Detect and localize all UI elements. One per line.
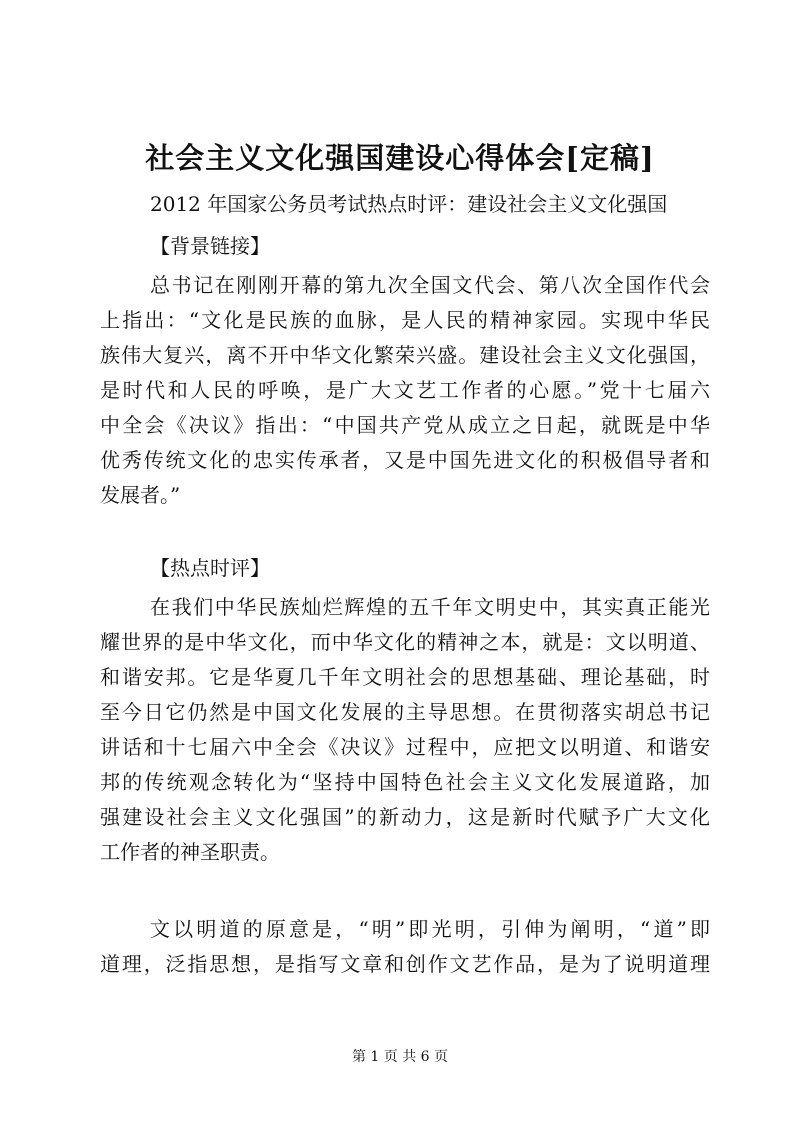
document-title: 社会主义文化强国建设心得体会[定稿] [145,141,655,175]
section-heading-background: 【背景链接】 [150,234,270,258]
paragraph-line: 邦的传统观念转化为“坚持中国特色社会主义文化发展道路，加 [100,770,710,794]
paragraph-line: 和谐安邦。它是华夏几千年文明社会的思想基础、理论基础，时 [100,665,710,689]
paragraph-commentary [100,590,710,870]
paragraph-line: 强建设社会主义文化强国”的新动力，这是新时代赋予广大文化 [100,805,710,829]
paragraph-line: 耀世界的是中华文化，而中华文化的精神之本，就是：文以明道、 [100,630,710,654]
paragraph-line: 发展者。” [100,483,181,507]
paragraph-background [100,268,710,513]
paragraph-line: 工作者的神圣职责。 [100,840,280,864]
paragraph-line: 文以明道的原意是，“明”即光明，引伸为阐明，“道”即 [150,917,710,941]
paragraph-line: 在我们中华民族灿烂辉煌的五千年文明史中，其实真正能光 [150,595,710,619]
paragraph-line: 上指出：“文化是民族的血脉，是人民的精神家园。实现中华民 [100,308,710,332]
paragraph-line: 至今日它仍然是中国文化发展的主导思想。在贯彻落实胡总书记 [100,700,710,724]
paragraph-line: 中全会《决议》指出：“中国共产党从成立之日起，就既是中华 [100,413,710,437]
paragraph-line: 优秀传统文化的忠实传承者，又是中国先进文化的积极倡导者和 [100,448,710,472]
paragraph-line: 讲话和十七届六中全会《决议》过程中，应把文以明道、和谐安 [100,735,710,759]
paragraph-line: 族伟大复兴，离不开中华文化繁荣兴盛。建设社会主义文化强国， [100,343,710,367]
paragraph-line: 道理，泛指思想，是指写文章和创作文艺作品，是为了说明道理 [100,952,710,976]
page-footer: 第 1 页 共 6 页 [351,1049,449,1065]
paragraph-line: 是时代和人民的呼唤，是广大文艺工作者的心愿。”党十七届六 [100,378,710,402]
section-heading-commentary: 【热点时评】 [150,556,270,580]
document-subtitle: 2012 年国家公务员考试热点时评：建设社会主义文化强国 [150,192,668,216]
paragraph-line: 总书记在刚刚开幕的第九次全国文代会、第八次全国作代会 [150,273,710,297]
paragraph-wenyimingdao [100,912,710,982]
